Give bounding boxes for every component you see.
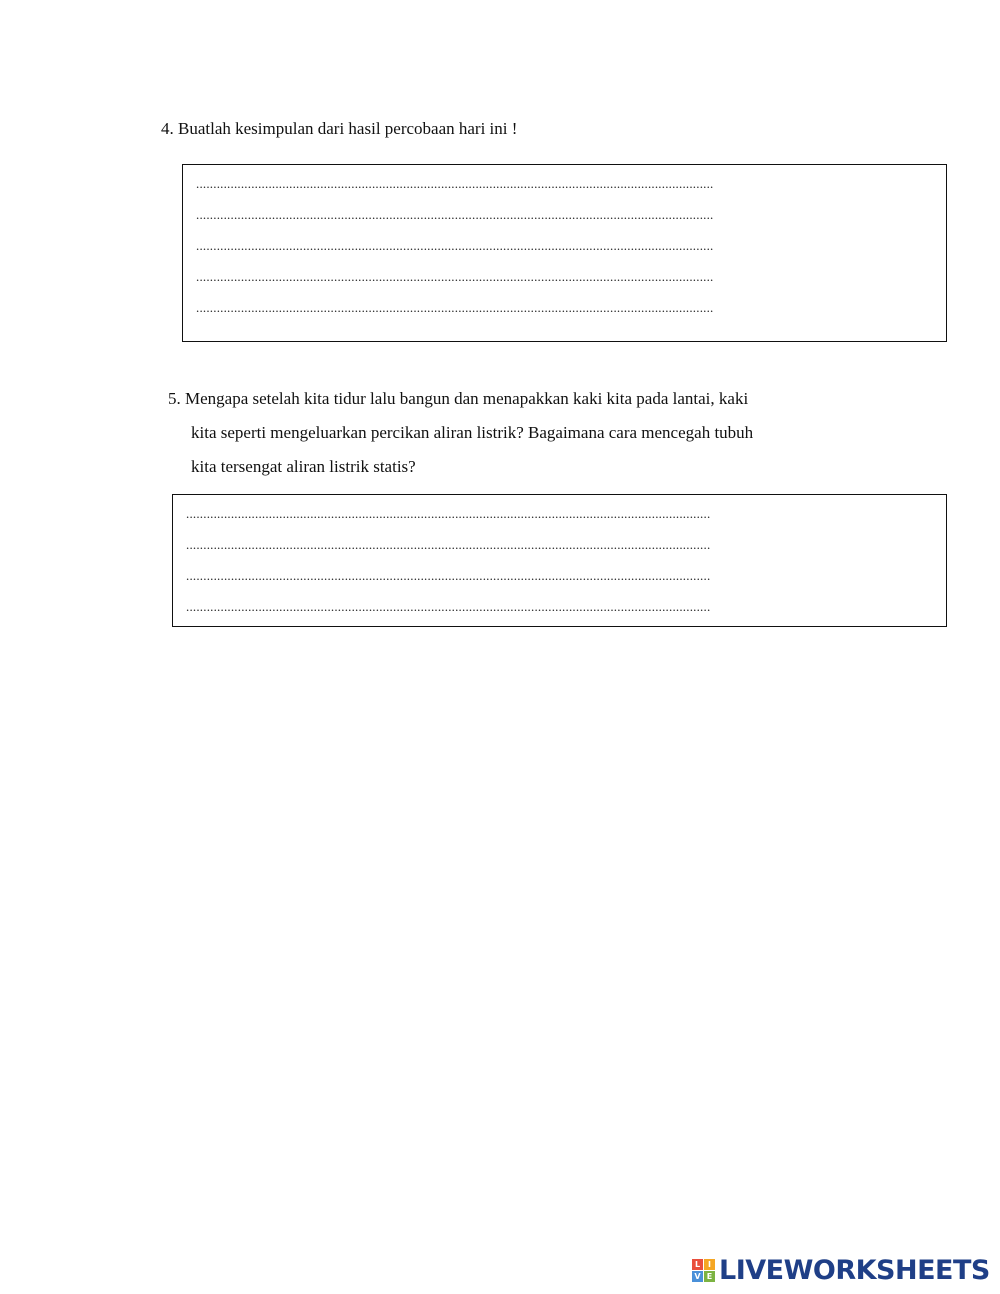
logo-letter-v: V bbox=[692, 1271, 703, 1282]
live-logo-icon bbox=[692, 1259, 715, 1282]
answer-line: ...................................................................................................................................................... bbox=[196, 208, 714, 222]
question-5-answer-box[interactable] bbox=[172, 494, 947, 627]
logo-letter-l: L bbox=[692, 1259, 703, 1270]
question-5-text-line-1: 5. Mengapa setelah kita tidur lalu bangun dan menapakkan kaki kita pada lantai, kaki bbox=[168, 389, 749, 408]
question-4-text: 4. Buatlah kesimpulan dari hasil percobaan hari ini ! bbox=[161, 119, 518, 138]
answer-line: ...................................................................................................................................................... bbox=[196, 177, 714, 191]
question-5-text-line-3: kita tersengat aliran listrik statis? bbox=[191, 457, 416, 476]
answer-line: ...................................................................................................................................................... bbox=[196, 270, 714, 284]
answer-line: ........................................................................................................................................................ bbox=[186, 569, 711, 583]
liveworksheets-logo bbox=[692, 1255, 990, 1285]
answer-line: ........................................................................................................................................................ bbox=[186, 538, 711, 552]
answer-line: ...................................................................................................................................................... bbox=[196, 301, 714, 315]
answer-line: ...................................................................................................................................................... bbox=[196, 239, 714, 253]
answer-line: ........................................................................................................................................................ bbox=[186, 507, 711, 521]
question-5-text-line-2: kita seperti mengeluarkan percikan aliran listrik? Bagaimana cara mencegah tubuh bbox=[191, 423, 754, 442]
brand-name: LIVEWORKSHEETS bbox=[719, 1254, 990, 1286]
answer-line: ........................................................................................................................................................ bbox=[186, 600, 711, 614]
question-4-answer-box[interactable] bbox=[182, 164, 947, 342]
logo-letter-e: E bbox=[704, 1271, 715, 1282]
logo-letter-i: I bbox=[704, 1259, 715, 1270]
